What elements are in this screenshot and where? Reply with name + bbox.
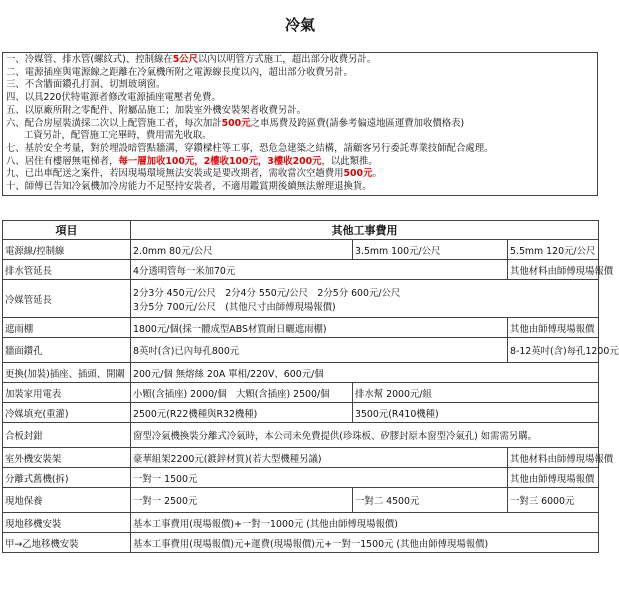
row-item-label [3, 448, 131, 468]
row-cost-cell [131, 240, 353, 260]
table-row [3, 363, 599, 383]
row-cost-cell [508, 448, 614, 468]
cell-text: 其他材料由師傅現場報價 [510, 265, 614, 277]
cell-text: 3.5mm 100元/公尺 [355, 245, 441, 257]
row-cost-cell [508, 488, 599, 513]
row-item-label [3, 423, 131, 448]
note-line [6, 79, 594, 92]
row-item-label [3, 363, 131, 383]
cell-text: 更換(加裝)插座、插頭、開關 [5, 368, 125, 380]
row-item-label [3, 533, 131, 553]
note-line [6, 156, 594, 169]
row-cost-cell [131, 383, 353, 403]
cell-text: 電源線/控制線 [5, 245, 65, 257]
note-line [6, 130, 594, 143]
cell-text: 其他材料由師傅現場報價 [510, 453, 614, 465]
row-cost-cell [353, 383, 599, 403]
table-row [3, 423, 599, 448]
cell-text: 冷媒管延長 [5, 294, 52, 306]
cell-text: 一對一 2500元 [133, 496, 198, 507]
table-row [3, 338, 599, 363]
note-line [6, 92, 594, 105]
note-text: 二、電源插座與電源線之距離在冷氣機所附之電源線長度以內，超出部分收費另計。 [6, 66, 353, 78]
cell-text: 室外機安裝架 [5, 453, 62, 465]
cell-text: 窗型冷氣機換裝分離式冷氣時，本公司未免費提供(珍珠板、矽膠封原本窗型冷氣孔) 如需需另購。 [133, 431, 538, 442]
note-text: 三、不含牆面鑽孔打洞、切割玻璃窗。 [6, 79, 166, 91]
row-item-label [3, 513, 131, 533]
cell-text: 甲→乙地移機安裝 [5, 538, 79, 550]
row-cost-cell [508, 468, 599, 488]
note-text: 四、以具220伏特電源者修改電源插座電壓者免費。 [6, 92, 221, 104]
note-line [6, 105, 594, 118]
note-highlight: 500元 [221, 117, 251, 129]
row-item-label [3, 468, 131, 488]
row-cost-cell [131, 468, 508, 488]
row-item-label [3, 338, 131, 363]
note-text: 之車馬費及跨區費(請參考偏遠地區運費加收價格表) [250, 117, 465, 129]
cell-text: 合板封鉗 [5, 431, 43, 442]
row-cost-cell [131, 403, 353, 423]
row-cost-cell [353, 403, 599, 423]
additional-cost-table [2, 220, 619, 553]
page-title: 冷氣 [284, 16, 315, 34]
cell-text: 牆面鑽孔 [5, 346, 43, 357]
cell-text: 5.5mm 120元/公尺 [510, 245, 596, 257]
cell-text: 1800元/個(採一體成型ABS材質耐日曬遮雨棚) [133, 323, 327, 335]
cell-text: 基本工事費用(現場報價)+一對一1000元 (其他由師傅現場報價) [133, 518, 398, 530]
cell-text: 4分透明管每一米加70元 [133, 265, 236, 277]
cell-text: 加裝家用電表 [5, 388, 62, 400]
row-item-label [3, 383, 131, 403]
note-text: 五、以原廠所附之零配件、附屬品施工；加裝室外機安裝架者收費另計。 [6, 104, 307, 116]
cell-text: 冷媒填充(重灌) [5, 408, 69, 420]
cell-text: 分離式舊機(拆) [5, 473, 69, 485]
note-text: 六、配合房屋裝潢採二次以上配管施工者，每次加計 [6, 117, 222, 129]
cell-text: 2.0mm 80元/公尺 [133, 245, 213, 257]
note-highlight: 5公尺 [172, 54, 198, 65]
table-row [3, 280, 599, 318]
note-highlight: 500元 [343, 168, 373, 180]
note-text: 八、居住有樓層無電梯者， [6, 155, 119, 167]
cell-text: 2500元(R22機種與R32機種) [133, 408, 258, 420]
header-cost: 其他工事費用 [131, 221, 599, 240]
row-cost-cell [131, 423, 599, 448]
cell-text: 現地移機安裝 [5, 518, 62, 530]
cell-text: 排水幫 2000元/組 [355, 388, 432, 400]
note-text: 七、基於安全考量，對於埋設暗管點牆溝，穿鑽樑柱等工事，恐危急建築之結構，請顧客另行委託專業技師配合處理。 [6, 142, 494, 154]
row-cost-cell [131, 488, 353, 513]
header-item: 項目 [3, 221, 131, 240]
cell-text: 其他由師傅現場報價 [510, 323, 595, 335]
row-cost-cell [508, 338, 619, 363]
cell-text: 現地保養 [5, 496, 43, 507]
row-item-label [3, 260, 131, 280]
note-highlight: 每一層加收100元，2樓收100元，3樓收200元 [118, 155, 322, 167]
cell-text: 其他由師傅現場報價 [510, 473, 595, 485]
note-line [6, 143, 594, 156]
table-row [3, 488, 599, 513]
note-text: 十、師傅已告知冷氣機加冷房能力不足堅持安裝者，不適用鑑賞期後續無法辦理退換貨。 [6, 181, 372, 193]
table-row [3, 318, 599, 338]
row-cost-cell [131, 318, 508, 338]
table-row [3, 260, 599, 280]
row-cost-cell [508, 240, 599, 260]
row-item-label [3, 403, 131, 423]
table-row [3, 513, 599, 533]
row-cost-cell [131, 363, 599, 383]
cell-text: 8英吋(含)已內每孔800元 [133, 346, 240, 357]
cell-text: 200元/個 無熔絲 20A 單相/220V、600元/個 [133, 368, 324, 380]
row-cost-cell [131, 280, 599, 318]
table-row [3, 468, 599, 488]
note-line [6, 168, 594, 181]
cell-text: 8-12英吋(含)每孔1200元 [510, 346, 619, 357]
table-row [3, 448, 599, 468]
cell-text: 3500元(R410機種) [355, 408, 439, 420]
row-cost-cell [508, 260, 614, 280]
row-cost-cell [131, 533, 599, 553]
note-line [6, 67, 594, 80]
table-header-row [3, 221, 599, 240]
row-item-label [3, 318, 131, 338]
row-cost-cell [131, 260, 508, 280]
table-row [3, 240, 599, 260]
row-item-label [3, 240, 131, 260]
row-cost-cell [131, 448, 508, 468]
note-text: 。 [372, 168, 382, 180]
note-line [6, 54, 594, 67]
row-cost-cell [508, 318, 599, 338]
cell-text: 一對三 6000元 [510, 496, 575, 507]
table-row [3, 403, 599, 423]
row-item-label [3, 488, 131, 513]
cell-text: 遮雨棚 [5, 323, 34, 335]
table-row [3, 533, 599, 553]
row-item-label [3, 280, 131, 318]
row-cost-cell [353, 488, 508, 513]
note-text: 工資另計，配管施工完畢時，費用需先收取。 [24, 130, 212, 142]
cell-text: 基本工事費用(現場報價)元+運費(現場報價)元+一對一1500元 (其他由師傅現場報價) [133, 538, 489, 550]
row-cost-cell [353, 240, 508, 260]
note-text: 九、已出車配送之案件，若因現場環境無法安裝或是要改期者，需收當次空趟費用 [6, 168, 344, 180]
note-text: 以內以明管方式施工，超出部分收費另計。 [197, 54, 377, 65]
cell-text: 排水管延長 [5, 265, 52, 277]
table-row [3, 383, 599, 403]
row-cost-cell [131, 338, 508, 363]
note-line [6, 181, 594, 194]
note-text: ，以此類推。 [321, 155, 378, 167]
note-line [6, 118, 594, 131]
row-cost-cell [131, 513, 599, 533]
cell-text: 一對二 4500元 [355, 496, 420, 507]
cell-text: 2分3分 450元/公尺 2分4分 550元/公尺 2分5分 600元/公尺 [133, 287, 401, 299]
cell-text-line2: 3分5分 700元/公尺 (其他尺寸由師傅現場報價) [133, 301, 336, 313]
note-text: 一、冷媒管、排水管(螺紋式)、控制線在 [6, 54, 173, 65]
cell-text: 豪華組架2200元(鍍鋅材質)(若大型機種另議) [133, 453, 322, 465]
cell-text: 小顆(含插座) 2000/個 大顆(含插座) 2500/個 [133, 388, 330, 400]
installation-notes [2, 52, 598, 196]
cell-text: 一對一 1500元 [133, 473, 198, 485]
